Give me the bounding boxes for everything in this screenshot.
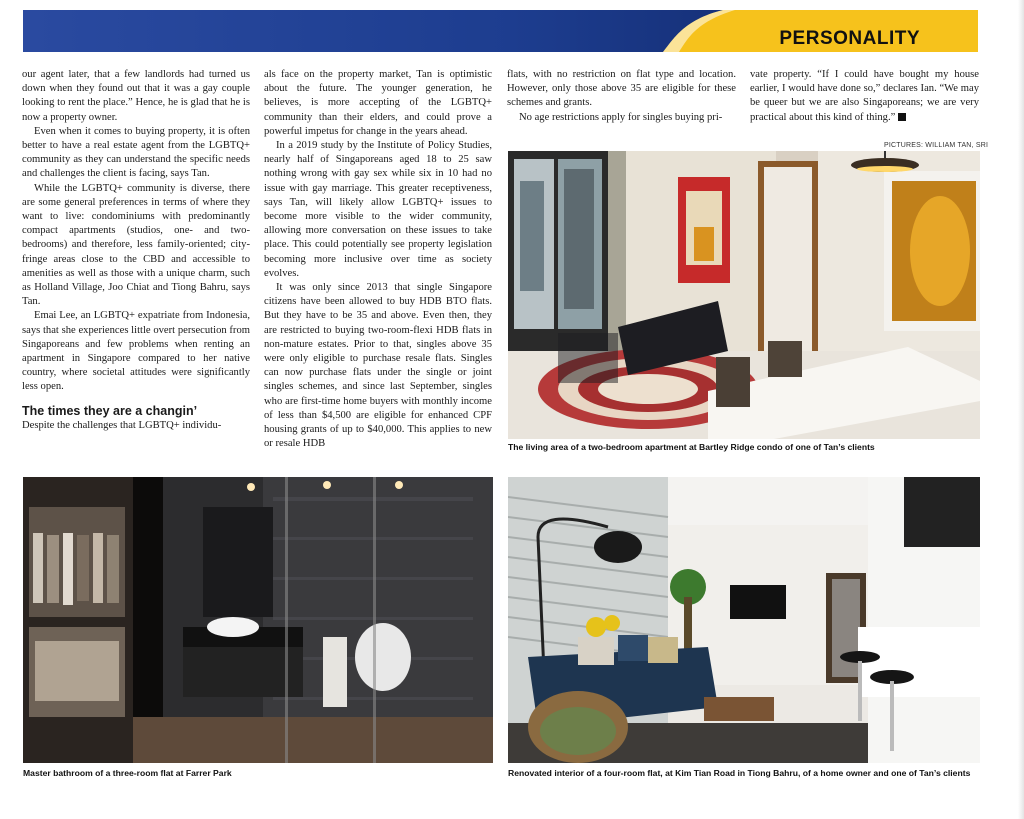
paragraph: It was only since 2013 that single Singapore citizens have been allowed to buy HDB BTO flats. But they have to be 35 and above. Even then, they are restricted to buying two-room-flexi HDB flats in non-mature estates. Prior to that, singles above 35 were only eligible to purchase resale flats. Singles can now purchase flats under the single or joint singles schemes, and since last September, singles who are first-time home buyers with monthly income of less than $4,500 are eligible for enhanced CPF housing grants of up to $40,000. This applies to new or resale HDB [264,282,492,450]
paragraph: While the LGBTQ+ community is diverse, there are some general preferences in terms of where they want to live: condominiums with predominantly compact apartments (studios, one- and two-bedrooms) and therefore, less family-oriented; city-fringe areas close to the CBD and accessible to amenities as well as those with a unique charm, such as Holland Village, Joo Chiat and Tiong Bahru, says Tan. [22,182,250,308]
paragraph: Emai Lee, an LGBTQ+ expatriate from Indonesia, says that she experiences little overt persecution from Singaporeans and few problems when renting an apartment in Singapore compared to her native country, where societal attitudes were significantly less open. [22,310,250,393]
paragraph-text: vate property. “If I could have bought my house earlier, I would have done so,” declares Ian. “We may be queer but we are also Singaporeans; we are very practical about this kind of thing.” [750,69,979,123]
section-title: PERSONALITY [779,28,920,49]
photo-credit: PICTURES: WILLIAM TAN, SRI [884,142,989,149]
article-column-2 [264,68,492,451]
paragraph: flats, with no restriction on flat type and location. However, only those above 35 are eligible for these schemes and grants. [507,69,736,109]
paragraph: No age restrictions apply for singles buying pri- [519,111,723,123]
interior-caption: Renovated interior of a four-room flat, at Kim Tian Road in Tiong Bahru, of a home owner and one of Tan’s clients [508,768,971,778]
paragraph: als face on the property market, Tan is optimistic about the future. The younger generation, he believes, is more accepting of the LGBTQ+ community than their elders, and could prove a powerful impetus for change in the years ahead. [264,69,492,137]
paragraph: In a 2019 study by the Institute of Policy Studies, nearly half of Singaporeans aged 18 to 25 saw nothing wrong with gay sex while six in 10 had no issue with gay marriage. This greater receptiveness, says Tan, will likely allow LGBTQ+ issues to become more visible to the wider community, allowing more conversation on these issues to take place. This could potentially see property legislation becoming more inclusive over time as society evolves. [264,140,492,279]
paragraph: our agent later, that a few landlords had turned us down when they found out that it was a gay couple looking to rent the place.” Hence, he is glad that he is now a property owner. [22,69,250,123]
end-of-story-mark [898,113,906,121]
subheading: The times they are a changin’ [22,403,198,418]
living-area-photo [508,151,980,439]
article-column-3 [507,68,736,125]
section-banner [23,10,978,52]
paragraph [750,68,979,125]
article-column-1 [22,68,250,433]
paragraph: Even when it comes to buying property, it is often better to have a real estate agent from the LGBTQ+ community as they can understand the specific needs and challenges the client is facing, says Tan. [22,125,250,180]
paragraph: Despite the challenges that LGBTQ+ individu- [22,419,222,431]
bathroom-caption: Master bathroom of a three-room flat at Farrer Park [23,768,232,778]
page-edge [1018,0,1024,819]
article-column-4 [750,68,979,125]
bathroom-photo [23,477,493,763]
living-area-caption: The living area of a two-bedroom apartment at Bartley Ridge condo of one of Tan’s clients [508,442,875,452]
interior-photo [508,477,980,763]
